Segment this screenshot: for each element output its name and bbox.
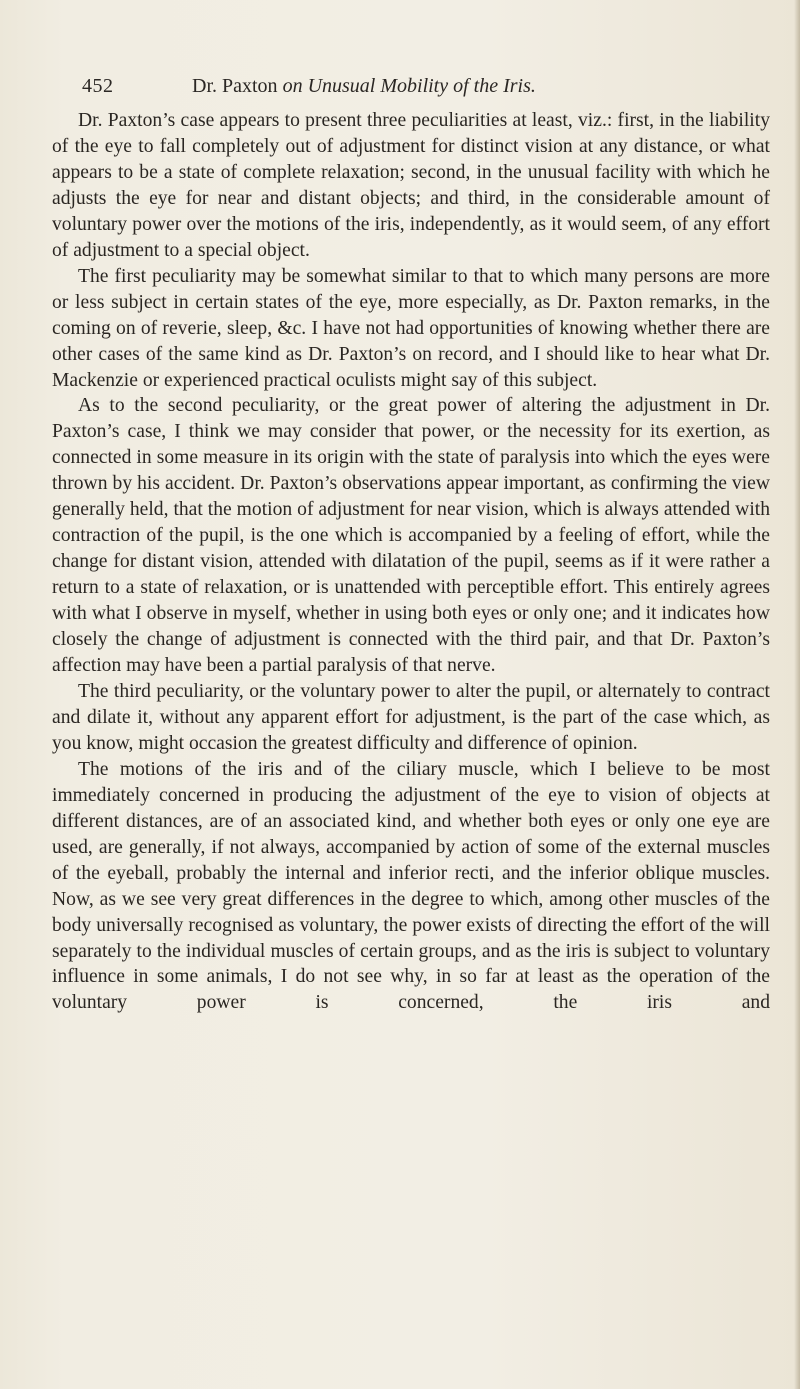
running-head <box>82 68 742 104</box>
header-author: Dr. Paxton <box>192 75 278 97</box>
header-title <box>192 68 536 104</box>
page-number: 452 <box>82 75 114 97</box>
paragraph-3: As to the second peculiarity, or the great power of altering the adjustment in Dr. Paxton’s case, I think we may consider that power, or the necessity for its exertion, as connected in some measure in its origin with the state of paralysis into which the eyes were thrown by his accident. Dr. Paxton’s observations appear important, as confirming the view generally held, that the motion of adjustment for near vision, which is always attended with contraction of the pupil, is the one which is accompanied by a feeling of effort, while the change for distant vision, attended with dilatation of the pupil, seems as if it were rather a return to a state of relaxation, or is unattended with perceptible effort. This entirely agrees with what I observe in myself, whether in using both eyes or only one; and it indicates how closely the change of adjustment is connected with the third pair, and that Dr. Paxton’s affection may have been a partial paralysis of that nerve. <box>52 395 770 677</box>
page-edge-shadow <box>794 0 800 1389</box>
header-italic-title: on Unusual Mobility of the Iris. <box>282 75 536 97</box>
body-text <box>52 108 770 1016</box>
paragraph-1: Dr. Paxton’s case appears to present three peculiarities at least, viz.: first, in the liability of the eye to fall completely out of adjustment for distinct vision at any distance, or what appears to be a state of complete relaxation; second, in the unusual facility with which he adjusts the eye for near and distant objects; and third, in the considerable amount of voluntary power over the motions of the iris, independently, as it would seem, of any effort of adjustment to a special object. <box>52 110 770 261</box>
paragraph-4: The third peculiarity, or the voluntary power to alter the pupil, or alternately to contract and dilate it, without any apparent effort for adjustment, is the part of the case which, as you know, might occasion the greatest difficulty and difference of opinion. <box>52 680 770 754</box>
paragraph-5: The motions of the iris and of the ciliary muscle, which I believe to be most immediately concerned in producing the adjustment of the eye to vision of objects at different distances, are of an associated kind, and whether both eyes or only one eye are used, are generally, if not always, accompanied by action of some of the external muscles of the eyeball, probably the internal and inferior recti, and the inferior oblique muscles. Now, as we see very great differences in the degree to which, among other muscles of the body universally recognised as voluntary, the power exists of directing the effort of the will separately to the individual muscles of certain groups, and as the iris is subject to voluntary influence in some animals, I do not see why, in so far at least as the operation of the voluntary power is concerned, the iris and <box>52 758 770 1014</box>
paragraph-2: The first peculiarity may be somewhat similar to that to which many persons are more or less subject in certain states of the eye, more especially, as Dr. Paxton remarks, in the coming on of reverie, sleep, &c. I have not had opportunities of knowing whether there are other cases of the same kind as Dr. Paxton’s on record, and I should like to hear what Dr. Mackenzie or experienced practical oculists might say of this subject. <box>52 265 770 391</box>
